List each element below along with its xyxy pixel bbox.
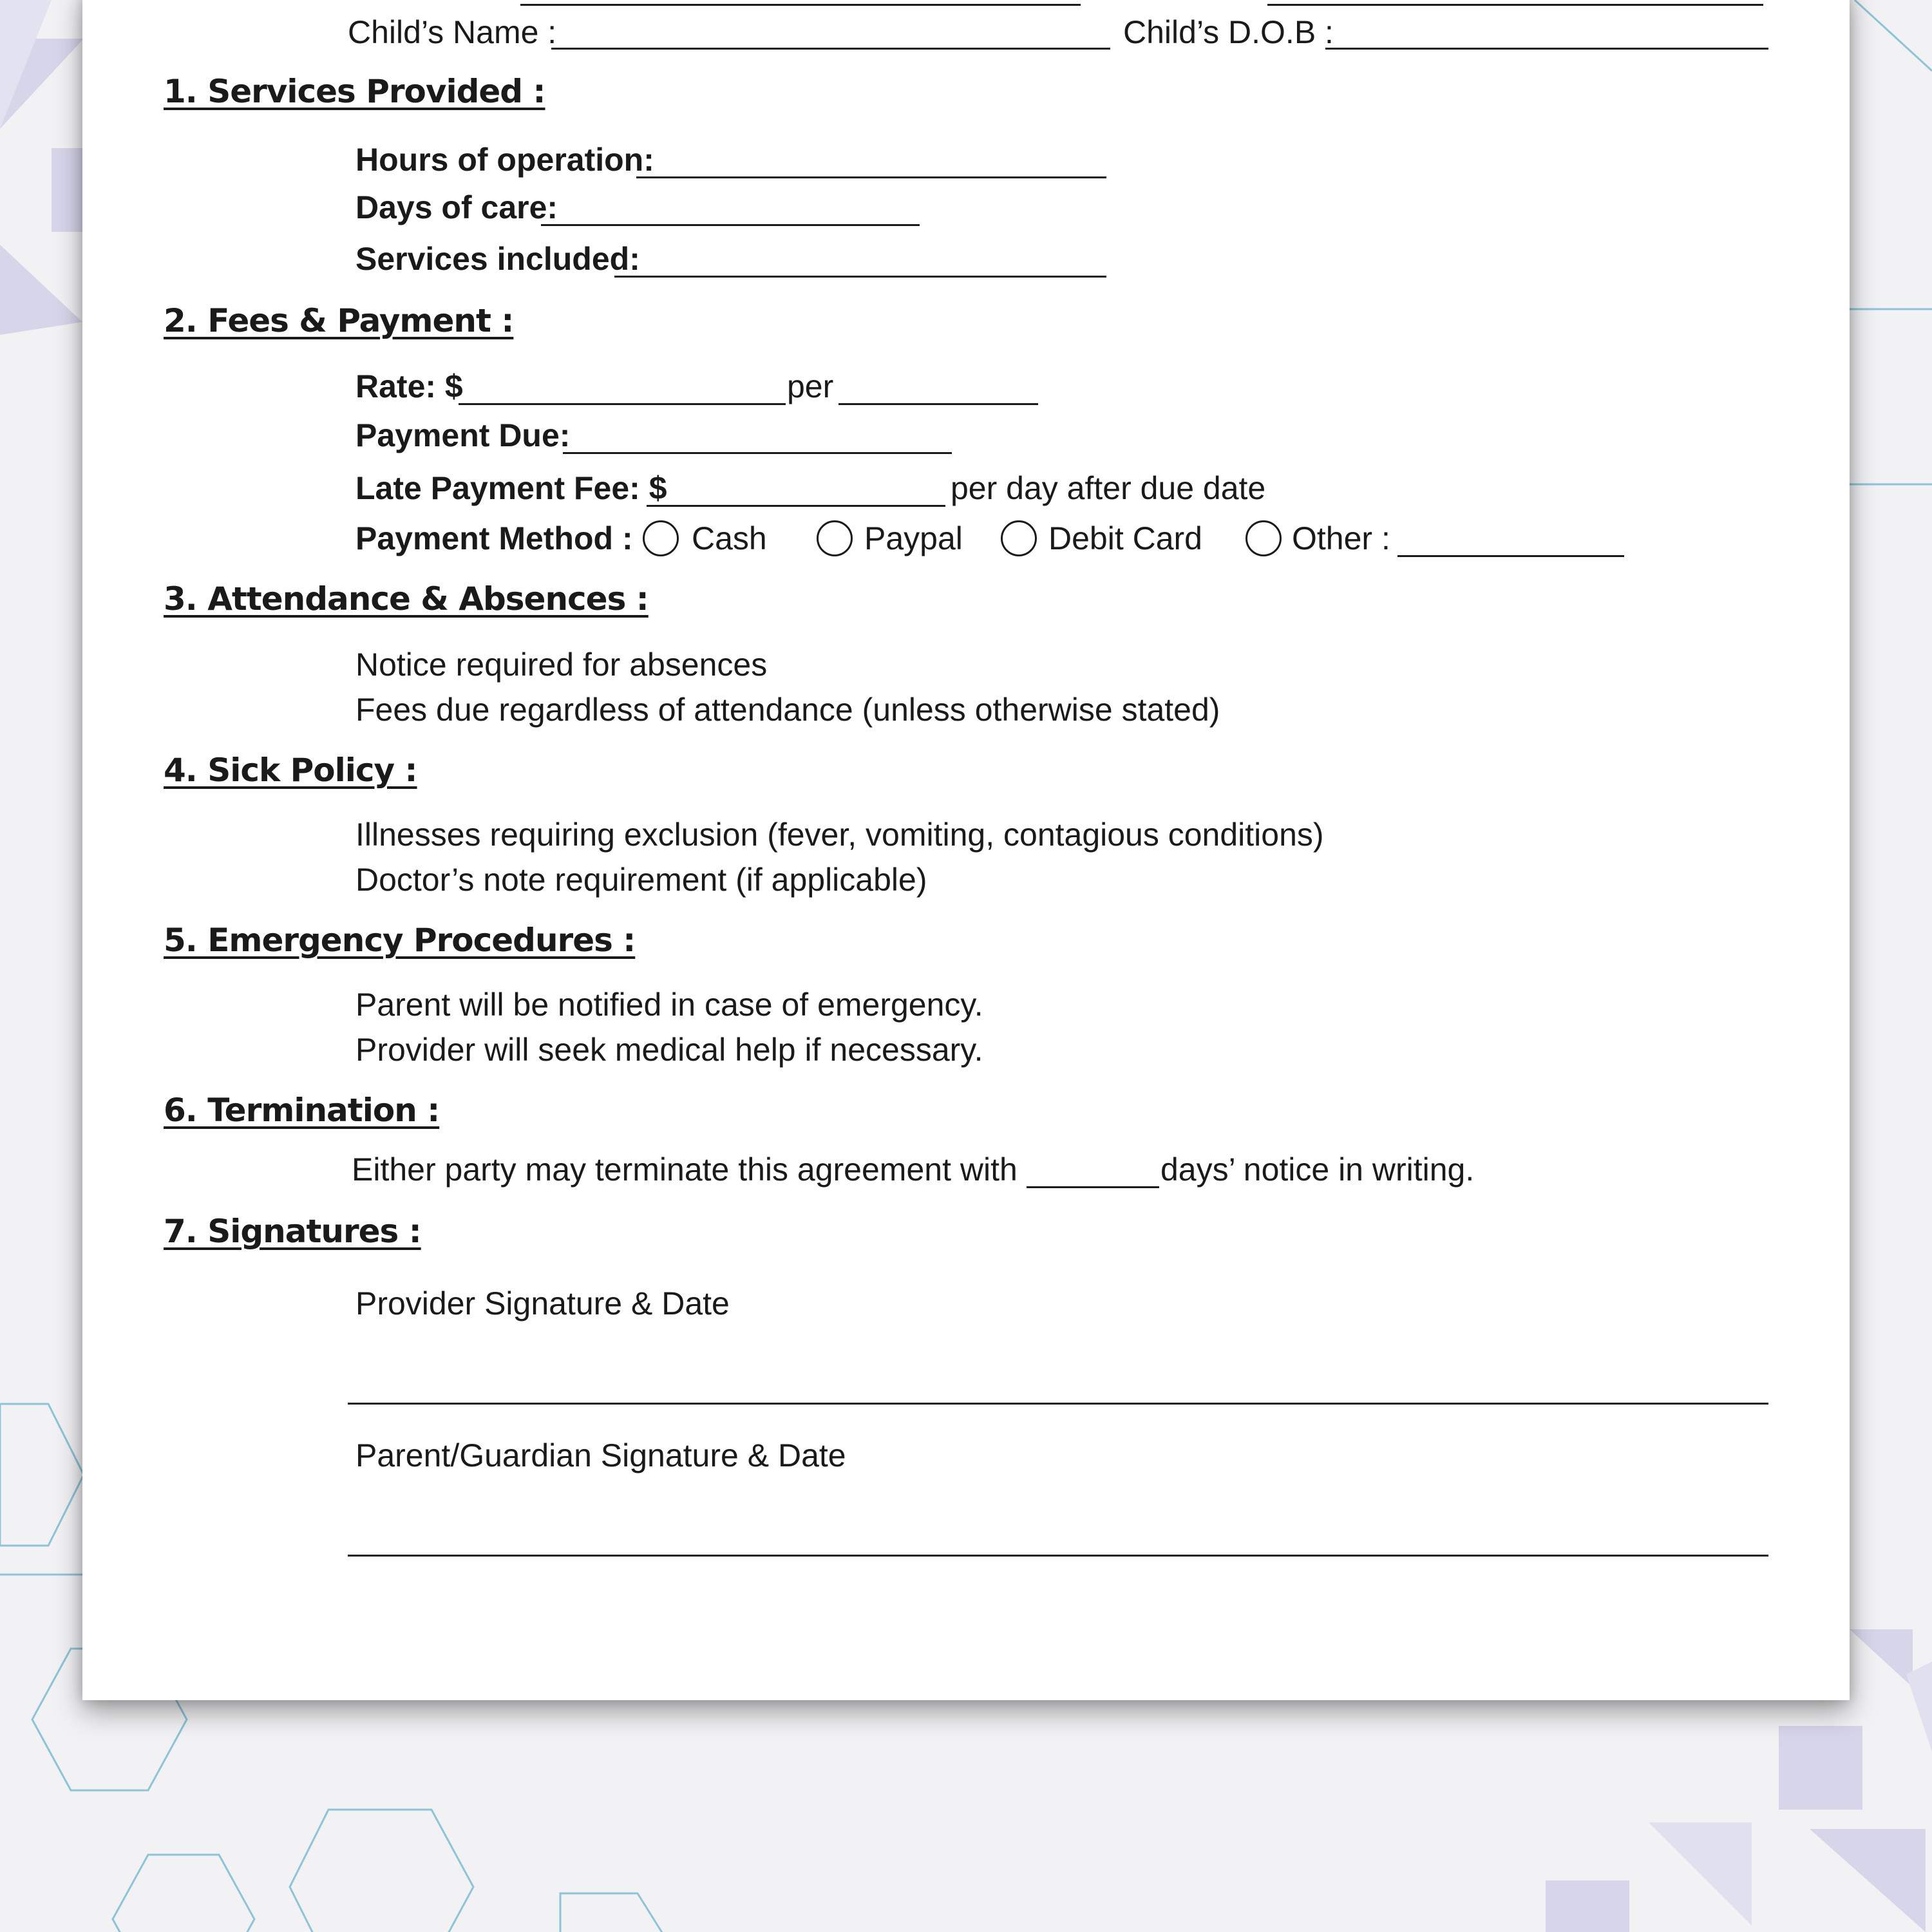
sick-policy-line: Doctor’s note requirement (if applicable) [355,862,927,898]
sick-policy-line: Illnesses requiring exclusion (fever, vomiting, contagious conditions) [355,817,1324,853]
emergency-line: Parent will be notified in case of emergency. [355,987,983,1023]
late-fee-suffix: per day after due date [951,470,1266,506]
section-title-services: 1. Services Provided : [164,73,545,110]
payment-due-field[interactable] [563,452,952,454]
radio-debit-card-label: Debit Card [1048,520,1202,556]
services-included-label: Services included: [355,241,640,277]
section-title-termination: 6. Termination : [164,1092,440,1129]
radio-cash[interactable] [643,520,679,556]
late-fee-field[interactable] [647,505,945,507]
attendance-line: Fees due regardless of attendance (unless otherwise stated) [355,692,1220,728]
bg-square [52,148,82,232]
termination-text-before: Either party may terminate this agreement with [352,1151,1018,1188]
payment-due-label: Payment Due: [355,417,571,453]
radio-paypal[interactable] [817,520,853,556]
section-title-emergency: 5. Emergency Procedures : [164,922,636,959]
bg-square [1779,1726,1862,1810]
radio-debit-card[interactable] [1001,520,1037,556]
rate-field[interactable] [459,403,786,405]
childs-name-label: Child’s Name : [348,14,557,50]
childs-dob-label: Child’s D.O.B : [1123,14,1334,50]
section-title-attendance: 3. Attendance & Absences : [164,580,649,618]
emergency-line: Provider will seek medical help if necessary. [355,1032,983,1068]
provider-signature-label: Provider Signature & Date [355,1285,730,1321]
days-field[interactable] [541,224,920,226]
agreement-page [82,0,1850,1700]
section-title-sick-policy: 4. Sick Policy : [164,752,417,789]
per-field[interactable] [838,403,1038,405]
radio-other-label: Other : [1292,520,1390,556]
bg-square [1546,1880,1629,1932]
services-included-field[interactable] [614,276,1106,278]
hours-label: Hours of operation: [355,142,654,178]
top-line-left [520,4,1081,6]
parent-signature-field[interactable] [348,1555,1768,1557]
days-label: Days of care: [355,189,558,225]
payment-method-label: Payment Method : [355,520,633,556]
rate-label: Rate: $ [355,368,463,404]
termination-text-after: days’ notice in writing. [1160,1151,1475,1188]
radio-paypal-label: Paypal [864,520,963,556]
section-title-signatures: 7. Signatures : [164,1213,421,1250]
radio-cash-label: Cash [692,520,767,556]
section-title-fees: 2. Fees & Payment : [164,302,514,339]
radio-other[interactable] [1245,520,1282,556]
attendance-line: Notice required for absences [355,647,768,683]
parent-signature-label: Parent/Guardian Signature & Date [355,1437,846,1473]
termination-days-field[interactable] [1027,1186,1159,1188]
hours-field[interactable] [636,176,1106,178]
childs-dob-field[interactable] [1325,48,1768,50]
other-method-field[interactable] [1397,555,1624,557]
top-line-right [1267,4,1763,6]
childs-name-field[interactable] [551,48,1110,50]
late-fee-label: Late Payment Fee: $ [355,470,667,506]
per-label: per [787,368,834,404]
provider-signature-field[interactable] [348,1403,1768,1405]
